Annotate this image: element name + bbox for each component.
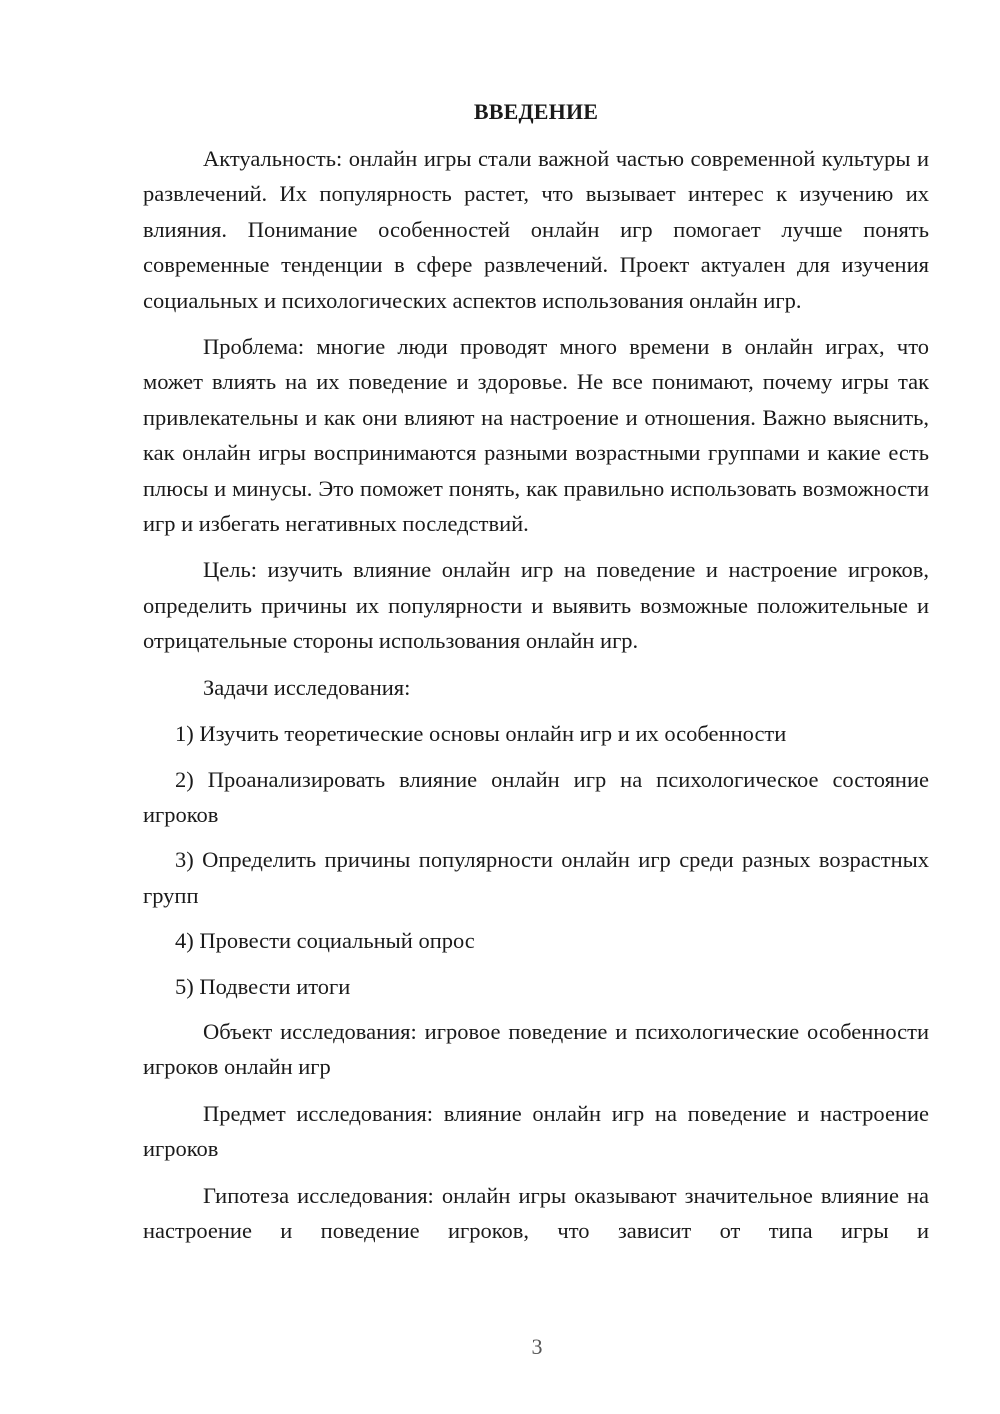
page-title: ВВЕДЕНИЕ — [473, 99, 599, 124]
page-number: 3 — [531, 1334, 543, 1359]
research-subject-paragraph: Предмет исследования: влияние онлайн игр на поведение и настроение игроков — [143, 1100, 929, 1162]
list-item: 1) Изучить теоретические основы онлайн игр и их особенности — [175, 721, 787, 747]
relevance-paragraph: Актуальность: онлайн игры стали важной частью современной культуры и развлечений. Их популярность растет, что вызывает интерес к изучению их влияния. Понимание особенностей онлайн игр помогает лучше понять современные тенденции в сфере развлечений. Проект актуален для изучения социальных и психологических аспектов использования онлайн игр. — [143, 146, 929, 313]
list-item: 5) Подвести итоги — [175, 973, 351, 999]
research-object-paragraph: Объект исследования: игровое поведение и психологические особенности игроков онлайн игр — [143, 1018, 929, 1080]
problem-paragraph: Проблема: многие люди проводят много времени в онлайн играх, что может влиять на их поведение и здоровье. Не все понимают, почему игры так привлекательны и как они влияют на настроение и отношения. Важно выяснить, как онлайн игры воспринимаются разными возрастными группами и какие есть плюсы и минусы. Это поможет понять, как правильно использовать возможности игр и избегать негативных последствий. — [143, 334, 929, 537]
tasks-list — [143, 716, 929, 1004]
tasks-heading: Задачи исследования: — [203, 674, 411, 700]
list-item: 2) Проанализировать влияние онлайн игр на психологическое состояние игроков — [143, 766, 929, 827]
goal-paragraph: Цель: изучить влияние онлайн игр на поведение и настроение игроков, определить причины их популярности и выявить возможные положительные и отрицательные стороны использования онлайн игр. — [143, 557, 929, 654]
document-body — [143, 94, 929, 1248]
list-item: 3) Определить причины популярности онлайн игр среди разных возрастных групп — [143, 847, 929, 908]
hypothesis-paragraph: Гипотеза исследования: онлайн игры оказывают значительное влияние на настроение и поведение игроков, что зависит от типа игры и — [143, 1182, 929, 1243]
list-item: 4) Провести социальный опрос — [175, 928, 475, 954]
